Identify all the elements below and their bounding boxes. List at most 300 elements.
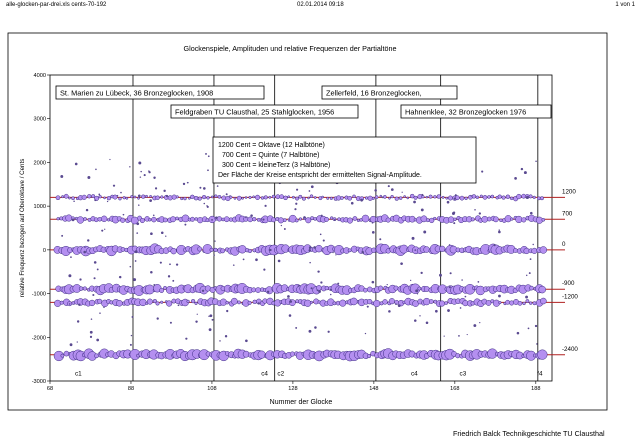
data-point xyxy=(140,299,147,306)
data-point xyxy=(131,335,132,336)
reference-line-labels xyxy=(562,188,578,352)
data-point xyxy=(530,258,532,260)
data-point xyxy=(538,350,548,360)
data-point xyxy=(206,219,209,222)
data-point xyxy=(439,301,445,307)
data-point xyxy=(372,197,375,200)
data-point xyxy=(373,300,380,307)
data-point xyxy=(445,301,448,304)
data-point xyxy=(94,261,97,264)
data-point xyxy=(206,205,207,206)
data-point xyxy=(133,288,135,290)
data-point xyxy=(539,286,546,293)
data-point xyxy=(529,195,532,198)
header-page: 1 von 1 xyxy=(615,2,635,8)
data-point xyxy=(378,286,383,291)
data-point xyxy=(219,340,221,342)
data-point xyxy=(103,306,105,308)
data-point xyxy=(191,299,195,303)
data-point xyxy=(178,304,180,306)
data-point xyxy=(87,194,91,198)
data-point xyxy=(324,217,328,221)
data-point xyxy=(160,301,163,304)
data-point xyxy=(64,194,68,198)
data-point xyxy=(389,298,395,304)
data-point xyxy=(465,197,468,200)
data-point xyxy=(79,278,81,280)
data-point xyxy=(199,187,201,189)
data-point xyxy=(138,204,140,206)
data-point xyxy=(160,196,163,199)
data-point xyxy=(107,196,111,200)
data-point xyxy=(453,211,455,213)
data-point xyxy=(262,219,264,221)
data-point xyxy=(263,269,265,271)
x-tick-label: 68 xyxy=(46,386,54,392)
data-point xyxy=(96,339,99,342)
data-point xyxy=(388,310,391,313)
data-point xyxy=(309,246,312,249)
data-point xyxy=(318,290,321,293)
data-point xyxy=(315,245,322,252)
svg-text:Zellerfeld, 16 Bronzeglocken,: Zellerfeld, 16 Bronzeglocken, xyxy=(326,88,422,98)
header-datetime: 02.01.2014 09:18 xyxy=(297,2,344,8)
plot-area xyxy=(50,75,552,381)
data-point xyxy=(251,288,255,292)
data-point xyxy=(295,327,297,329)
data-point xyxy=(116,300,122,306)
data-point xyxy=(374,189,377,192)
data-point xyxy=(296,189,298,191)
data-point xyxy=(498,295,501,298)
data-point xyxy=(182,215,189,222)
data-point xyxy=(453,222,455,224)
data-point xyxy=(372,222,374,224)
data-point xyxy=(467,334,468,335)
data-point xyxy=(360,199,363,202)
data-point xyxy=(367,354,371,358)
data-point xyxy=(171,248,177,254)
data-point xyxy=(229,195,230,196)
data-point xyxy=(391,195,394,198)
data-point xyxy=(203,187,206,190)
data-point xyxy=(145,195,147,197)
data-point xyxy=(61,195,63,197)
data-point xyxy=(372,281,375,284)
data-point xyxy=(217,185,219,187)
data-point xyxy=(333,302,336,305)
data-point xyxy=(237,301,240,304)
data-point xyxy=(140,176,141,177)
data-point xyxy=(460,307,462,309)
data-point xyxy=(278,260,281,263)
data-point xyxy=(321,215,323,217)
data-point xyxy=(502,196,506,200)
data-point xyxy=(339,300,346,307)
data-point xyxy=(150,195,152,197)
header-filename: alle-glocken-par-drei.xls cents-70-192 xyxy=(6,2,107,8)
data-point xyxy=(510,197,513,200)
data-point xyxy=(137,197,139,199)
data-point xyxy=(388,185,390,187)
data-point xyxy=(117,195,119,197)
data-point xyxy=(130,266,132,268)
data-point xyxy=(258,351,266,359)
data-point xyxy=(264,196,268,200)
data-point xyxy=(148,170,149,171)
data-point xyxy=(60,301,64,305)
data-point xyxy=(166,301,172,307)
data-point xyxy=(87,239,89,241)
group-label-luebeck xyxy=(56,86,264,99)
data-point xyxy=(211,196,213,198)
data-point xyxy=(530,212,533,215)
data-point xyxy=(542,218,545,221)
data-point xyxy=(245,339,248,342)
data-point xyxy=(454,198,456,200)
data-point xyxy=(417,293,418,294)
data-point xyxy=(375,196,378,199)
data-point xyxy=(84,247,85,248)
data-point xyxy=(330,197,333,200)
data-point xyxy=(311,185,314,188)
data-point xyxy=(309,262,311,264)
data-point xyxy=(288,196,290,198)
data-point xyxy=(153,214,155,216)
data-point xyxy=(398,304,401,307)
y-tick-label: -3000 xyxy=(31,379,46,385)
data-point xyxy=(533,196,536,199)
data-point xyxy=(250,214,253,217)
data-point xyxy=(208,155,210,157)
group-label-zellerfeld xyxy=(322,86,457,99)
data-point xyxy=(163,218,167,222)
data-point xyxy=(211,219,213,221)
data-point xyxy=(264,205,266,207)
data-point xyxy=(231,298,237,304)
data-point xyxy=(207,196,210,199)
data-point xyxy=(180,197,183,200)
data-point xyxy=(424,247,430,253)
data-point xyxy=(255,258,258,261)
data-point xyxy=(61,235,63,237)
y-tick-label: 0 xyxy=(42,247,46,254)
data-point xyxy=(272,195,275,198)
data-point xyxy=(195,320,197,322)
data-point xyxy=(493,217,498,222)
data-point xyxy=(536,343,537,344)
data-point xyxy=(322,196,324,198)
data-point xyxy=(83,217,86,220)
note-annotation: c2 xyxy=(277,370,285,378)
data-point xyxy=(380,195,382,197)
data-point xyxy=(351,202,354,205)
data-point xyxy=(309,249,312,252)
data-point xyxy=(205,153,207,155)
data-point xyxy=(340,196,343,199)
data-point xyxy=(172,280,174,282)
data-point xyxy=(130,195,133,198)
data-point xyxy=(505,300,509,304)
y-axis-ticks xyxy=(32,73,50,385)
data-point xyxy=(95,169,97,171)
data-point xyxy=(94,199,96,201)
data-point xyxy=(79,287,83,291)
data-point xyxy=(361,251,363,253)
data-point xyxy=(320,281,322,283)
data-point xyxy=(157,317,159,319)
data-point xyxy=(494,244,496,246)
data-point xyxy=(506,195,510,199)
data-point xyxy=(347,218,353,224)
data-point xyxy=(372,231,375,234)
data-point xyxy=(267,291,269,293)
data-point xyxy=(217,217,222,222)
data-point xyxy=(290,352,295,357)
x-axis-ticks xyxy=(47,381,541,392)
data-point xyxy=(89,300,95,306)
data-point xyxy=(499,229,500,230)
data-point xyxy=(535,161,537,163)
legend-line-3: 300 Cent = kleineTerz (3 Halbtöne) xyxy=(222,162,331,169)
data-point xyxy=(249,196,252,199)
data-point xyxy=(140,218,145,223)
data-point xyxy=(194,196,198,200)
data-point xyxy=(433,195,436,198)
data-point xyxy=(155,187,157,189)
y-axis-label: relative Frequenz bezogen auf Oberoktave / Cents xyxy=(19,158,26,298)
data-point xyxy=(395,197,399,201)
data-point xyxy=(435,310,438,313)
data-point xyxy=(77,341,78,342)
data-point xyxy=(153,177,155,179)
data-point xyxy=(529,302,532,305)
x-tick-label: 88 xyxy=(127,386,135,392)
data-point xyxy=(253,196,255,198)
data-point xyxy=(126,197,128,199)
data-point xyxy=(426,218,429,221)
data-point xyxy=(400,262,403,265)
data-point xyxy=(170,217,175,222)
data-point xyxy=(510,218,513,221)
data-point xyxy=(280,195,284,199)
data-point xyxy=(460,196,464,200)
data-point xyxy=(528,328,530,330)
data-point xyxy=(165,236,166,237)
data-point xyxy=(453,218,456,221)
data-point xyxy=(224,217,229,222)
data-point xyxy=(83,251,86,254)
data-point xyxy=(414,196,418,200)
data-point xyxy=(197,247,201,251)
data-point xyxy=(328,331,330,333)
data-point xyxy=(242,197,244,199)
data-point xyxy=(184,197,187,200)
data-point xyxy=(132,307,133,308)
data-point xyxy=(491,195,494,198)
data-point xyxy=(382,196,384,198)
data-point xyxy=(404,195,406,197)
data-point xyxy=(195,302,198,305)
data-point xyxy=(320,234,322,236)
data-point xyxy=(233,264,235,266)
data-point xyxy=(412,237,415,240)
data-point xyxy=(86,209,88,211)
data-point xyxy=(160,262,162,264)
data-point xyxy=(237,196,241,200)
data-point xyxy=(135,250,138,253)
data-point xyxy=(516,194,521,199)
data-point xyxy=(310,195,313,198)
data-point xyxy=(212,319,214,321)
x-axis-label: Nummer der Glocke xyxy=(269,399,333,406)
data-point xyxy=(473,324,476,327)
data-point xyxy=(123,214,125,216)
data-point xyxy=(309,190,311,192)
data-point xyxy=(234,197,236,199)
data-point xyxy=(367,306,369,308)
legend-line-4: Der Fläche der Kreise entspricht der ermittelten Signal-Amplitude. xyxy=(218,172,422,179)
data-point xyxy=(57,217,60,220)
data-point xyxy=(387,284,388,285)
data-point xyxy=(129,166,130,167)
data-point xyxy=(532,244,533,245)
data-point xyxy=(433,217,436,220)
data-point xyxy=(107,201,108,202)
data-point xyxy=(269,196,271,198)
y-tick-label: 2000 xyxy=(33,160,46,167)
data-point xyxy=(458,335,460,337)
data-point xyxy=(420,272,422,274)
x-tick-label: 168 xyxy=(450,386,460,392)
data-point xyxy=(442,196,444,198)
data-point xyxy=(176,263,178,265)
data-point xyxy=(147,299,153,305)
data-point xyxy=(446,197,448,199)
data-point xyxy=(304,300,311,307)
data-point xyxy=(245,217,247,219)
data-point xyxy=(310,216,313,219)
data-point xyxy=(289,314,292,317)
data-point xyxy=(477,281,479,283)
data-point xyxy=(248,301,252,305)
data-point xyxy=(386,218,391,223)
data-point xyxy=(310,301,313,304)
data-point xyxy=(97,268,99,270)
data-point xyxy=(149,199,152,202)
data-point xyxy=(335,254,336,255)
data-point xyxy=(134,196,136,198)
data-point xyxy=(395,303,397,305)
data-point xyxy=(170,322,172,324)
data-point xyxy=(423,231,426,234)
data-point xyxy=(151,217,156,222)
data-point xyxy=(302,197,305,200)
data-point xyxy=(516,216,523,223)
data-point xyxy=(269,249,271,251)
data-point xyxy=(483,195,487,199)
data-point xyxy=(78,304,80,306)
data-point xyxy=(450,272,452,274)
group-label-hahnenklee xyxy=(401,105,551,118)
data-point xyxy=(317,289,319,291)
data-point xyxy=(449,244,451,246)
data-point xyxy=(476,196,479,199)
data-point xyxy=(271,218,275,222)
data-point xyxy=(159,288,164,293)
data-point xyxy=(120,218,125,223)
data-point xyxy=(463,251,464,252)
data-point xyxy=(517,332,520,335)
data-point xyxy=(499,301,502,304)
data-point xyxy=(119,276,121,278)
chart-title: Glockenspiele, Amplituden und relative Frequenzen der Partialtöne xyxy=(183,44,397,53)
data-point xyxy=(471,195,472,196)
data-point xyxy=(287,295,290,298)
x-tick-label: 188 xyxy=(531,386,541,392)
data-point xyxy=(303,216,305,218)
legend-line-1: 1200 Cent = Oktave (12 Halbtöne) xyxy=(218,142,325,149)
data-point xyxy=(524,171,527,174)
data-point xyxy=(68,197,70,199)
data-point xyxy=(399,197,402,200)
data-point xyxy=(255,287,260,292)
data-point xyxy=(337,283,339,285)
y-tick-label: -1000 xyxy=(31,291,46,298)
data-point xyxy=(120,192,122,194)
data-point xyxy=(353,216,357,220)
data-point xyxy=(313,246,316,249)
data-point xyxy=(482,216,488,222)
data-point xyxy=(60,175,63,178)
data-point xyxy=(71,197,74,200)
data-point xyxy=(215,217,217,219)
data-point xyxy=(284,196,288,200)
data-point xyxy=(135,260,137,262)
data-point xyxy=(140,171,141,172)
data-point xyxy=(109,159,110,160)
data-point xyxy=(357,219,360,222)
data-point xyxy=(391,188,394,191)
data-point xyxy=(314,196,316,198)
data-point xyxy=(150,271,153,274)
data-point xyxy=(202,195,206,199)
data-point xyxy=(532,248,538,254)
data-point xyxy=(75,163,78,166)
data-point xyxy=(203,203,205,205)
reference-line-label: 0 xyxy=(562,240,566,248)
data-point xyxy=(61,354,64,357)
data-point xyxy=(472,194,476,198)
data-point xyxy=(98,193,100,195)
data-point xyxy=(444,336,445,337)
data-point xyxy=(132,316,134,318)
note-annotation: f4 xyxy=(537,370,543,378)
data-point xyxy=(437,195,441,199)
data-point xyxy=(309,330,312,333)
data-point xyxy=(70,343,73,346)
data-point xyxy=(474,209,476,211)
data-point xyxy=(163,190,165,192)
data-point xyxy=(156,302,160,306)
data-point xyxy=(87,176,90,179)
reference-line-label: 1200 xyxy=(562,188,576,196)
data-point xyxy=(218,195,221,198)
data-point xyxy=(294,208,296,210)
data-point xyxy=(330,294,332,296)
data-point xyxy=(188,197,190,199)
data-point xyxy=(367,287,372,292)
